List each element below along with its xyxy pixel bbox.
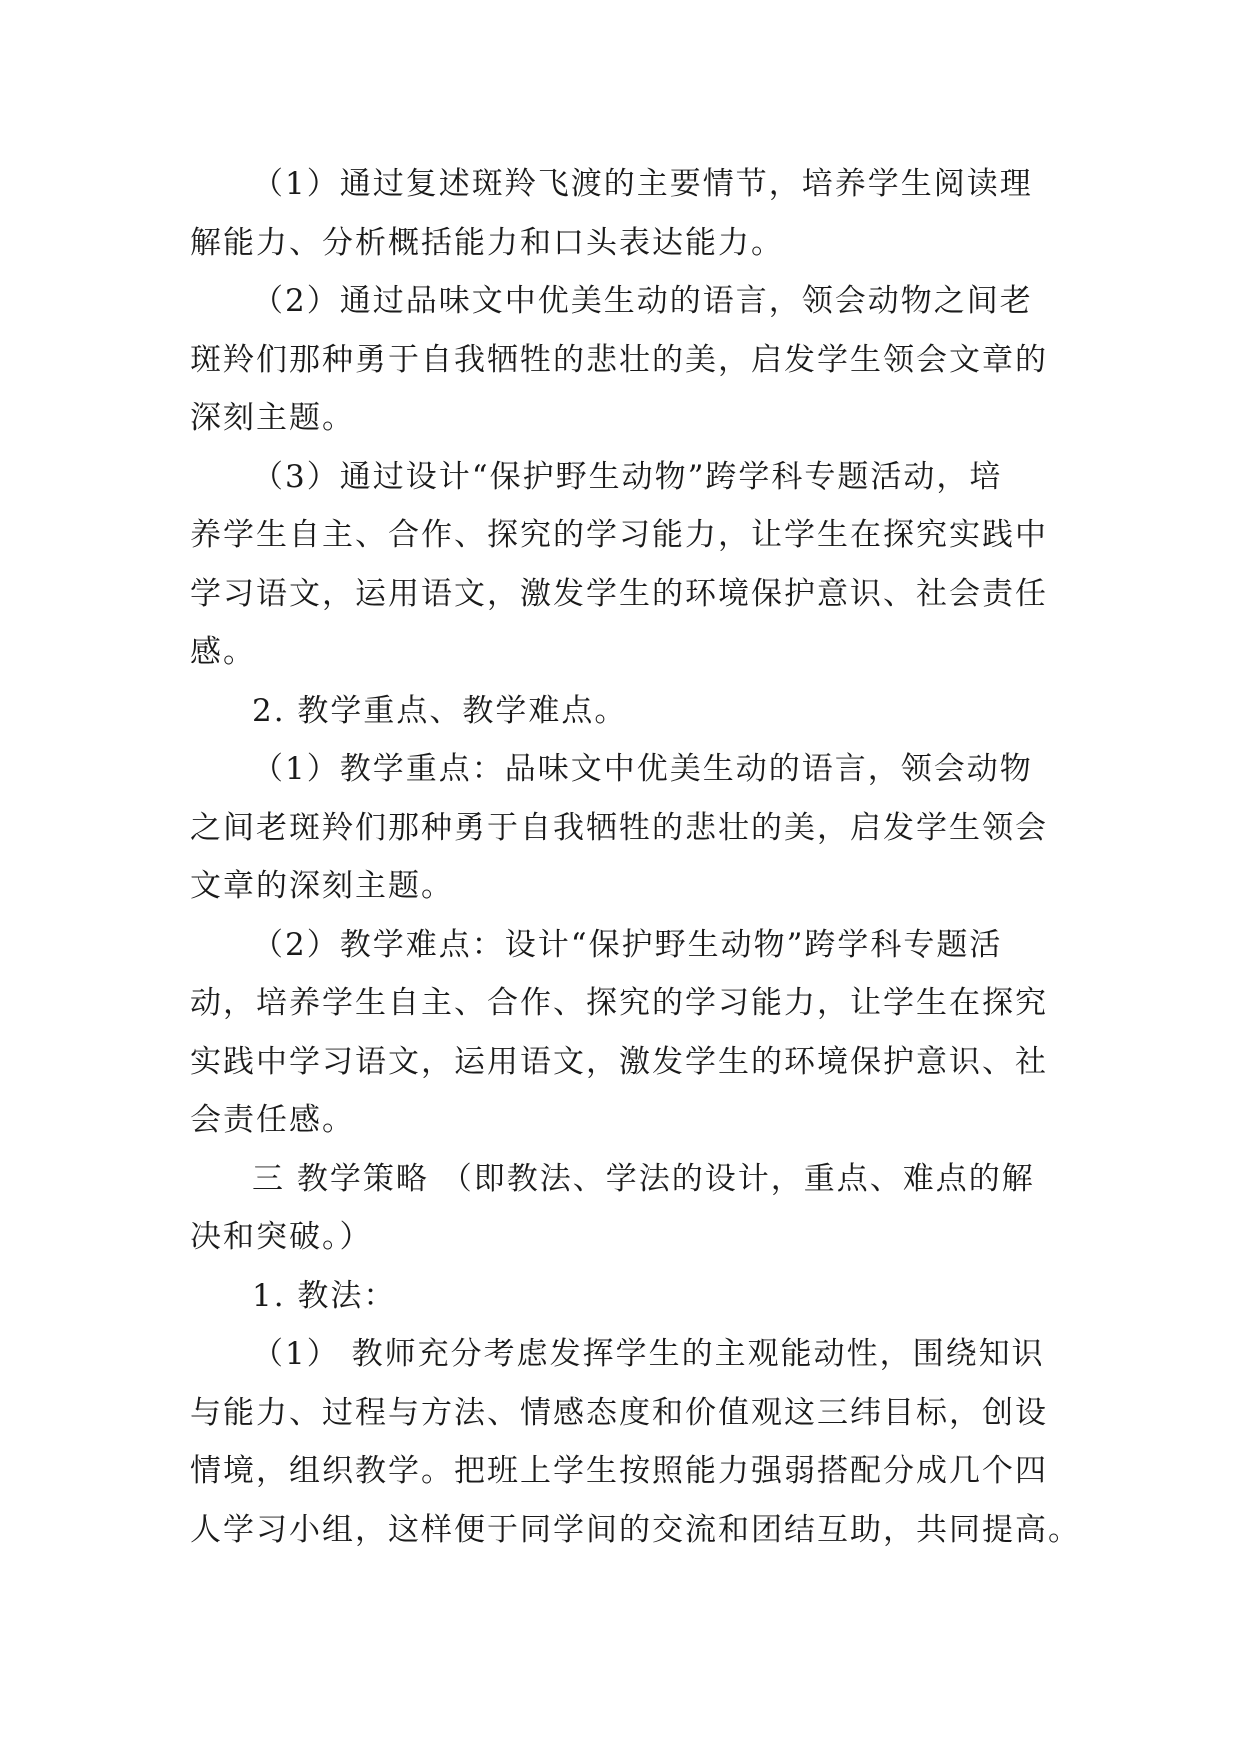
text-line: 决和突破。）: [190, 1219, 373, 1255]
document-page: [190, 155, 1081, 1559]
text-line: 与能力、过程与方法、情感态度和价值观这三纬目标，创设: [190, 1394, 1048, 1431]
paragraph-method-1: [190, 1325, 1081, 1559]
text-line: 深刻主题。: [190, 400, 355, 436]
section-heading-key-points: [190, 682, 1050, 741]
text-line: 学习语文，运用语文，激发学生的环境保护意识、社会责任: [190, 575, 1048, 612]
text-line: 文章的深刻主题。: [190, 868, 454, 904]
section-heading-strategy: [190, 1150, 1050, 1267]
text-line: （1）教学重点：品味文中优美生动的语言，领会动物: [252, 751, 1033, 787]
section-heading-teaching-method: [190, 1267, 1050, 1326]
text-line: 养学生自主、合作、探究的学习能力，让学生在探究实践中: [190, 517, 1048, 553]
text-line: （1） 教师充分考虑发挥学生的主观能动性，围绕知识: [252, 1336, 1045, 1372]
text-line: 情境，组织教学。把班上学生按照能力强弱搭配分成几个四: [190, 1453, 1048, 1489]
text-line: 之间老斑羚们那种勇于自我牺牲的悲壮的美，启发学生领会: [190, 809, 1048, 846]
text-line: （3）通过设计“保护野生动物”跨学科专题活动，培: [252, 458, 1003, 495]
paragraph-objective-3: [190, 448, 1050, 682]
text-line: 三 教学策略 （即教法、学法的设计，重点、难点的解: [252, 1160, 1035, 1197]
text-line: 会责任感。: [190, 1102, 355, 1138]
text-line: （2）通过品味文中优美生动的语言，领会动物之间老: [252, 283, 1033, 319]
paragraph-objective-2: [190, 272, 1050, 448]
paragraph-key-point: [190, 740, 1050, 916]
text-line: 感。: [190, 634, 256, 670]
text-line: （1）通过复述斑羚飞渡的主要情节，培养学生阅读理: [252, 166, 1033, 202]
text-line: 实践中学习语文，运用语文，激发学生的环境保护意识、社: [190, 1043, 1048, 1080]
text-line: 2. 教学重点、教学难点。: [252, 692, 628, 729]
text-line: （2）教学难点：设计“保护野生动物”跨学科专题活: [252, 926, 1003, 963]
paragraph-difficult-point: [190, 916, 1050, 1150]
text-line: 解能力、分析概括能力和口头表达能力。: [190, 224, 784, 261]
text-line: 1. 教法：: [252, 1277, 397, 1314]
text-line: 斑羚们那种勇于自我牺牲的悲壮的美，启发学生领会文章的: [190, 341, 1048, 378]
paragraph-objective-1: [190, 155, 1050, 272]
text-line: 人学习小组，这样便于同学间的交流和团结互助，共同提高。: [190, 1511, 1081, 1548]
text-line: 动，培养学生自主、合作、探究的学习能力，让学生在探究: [190, 985, 1048, 1021]
